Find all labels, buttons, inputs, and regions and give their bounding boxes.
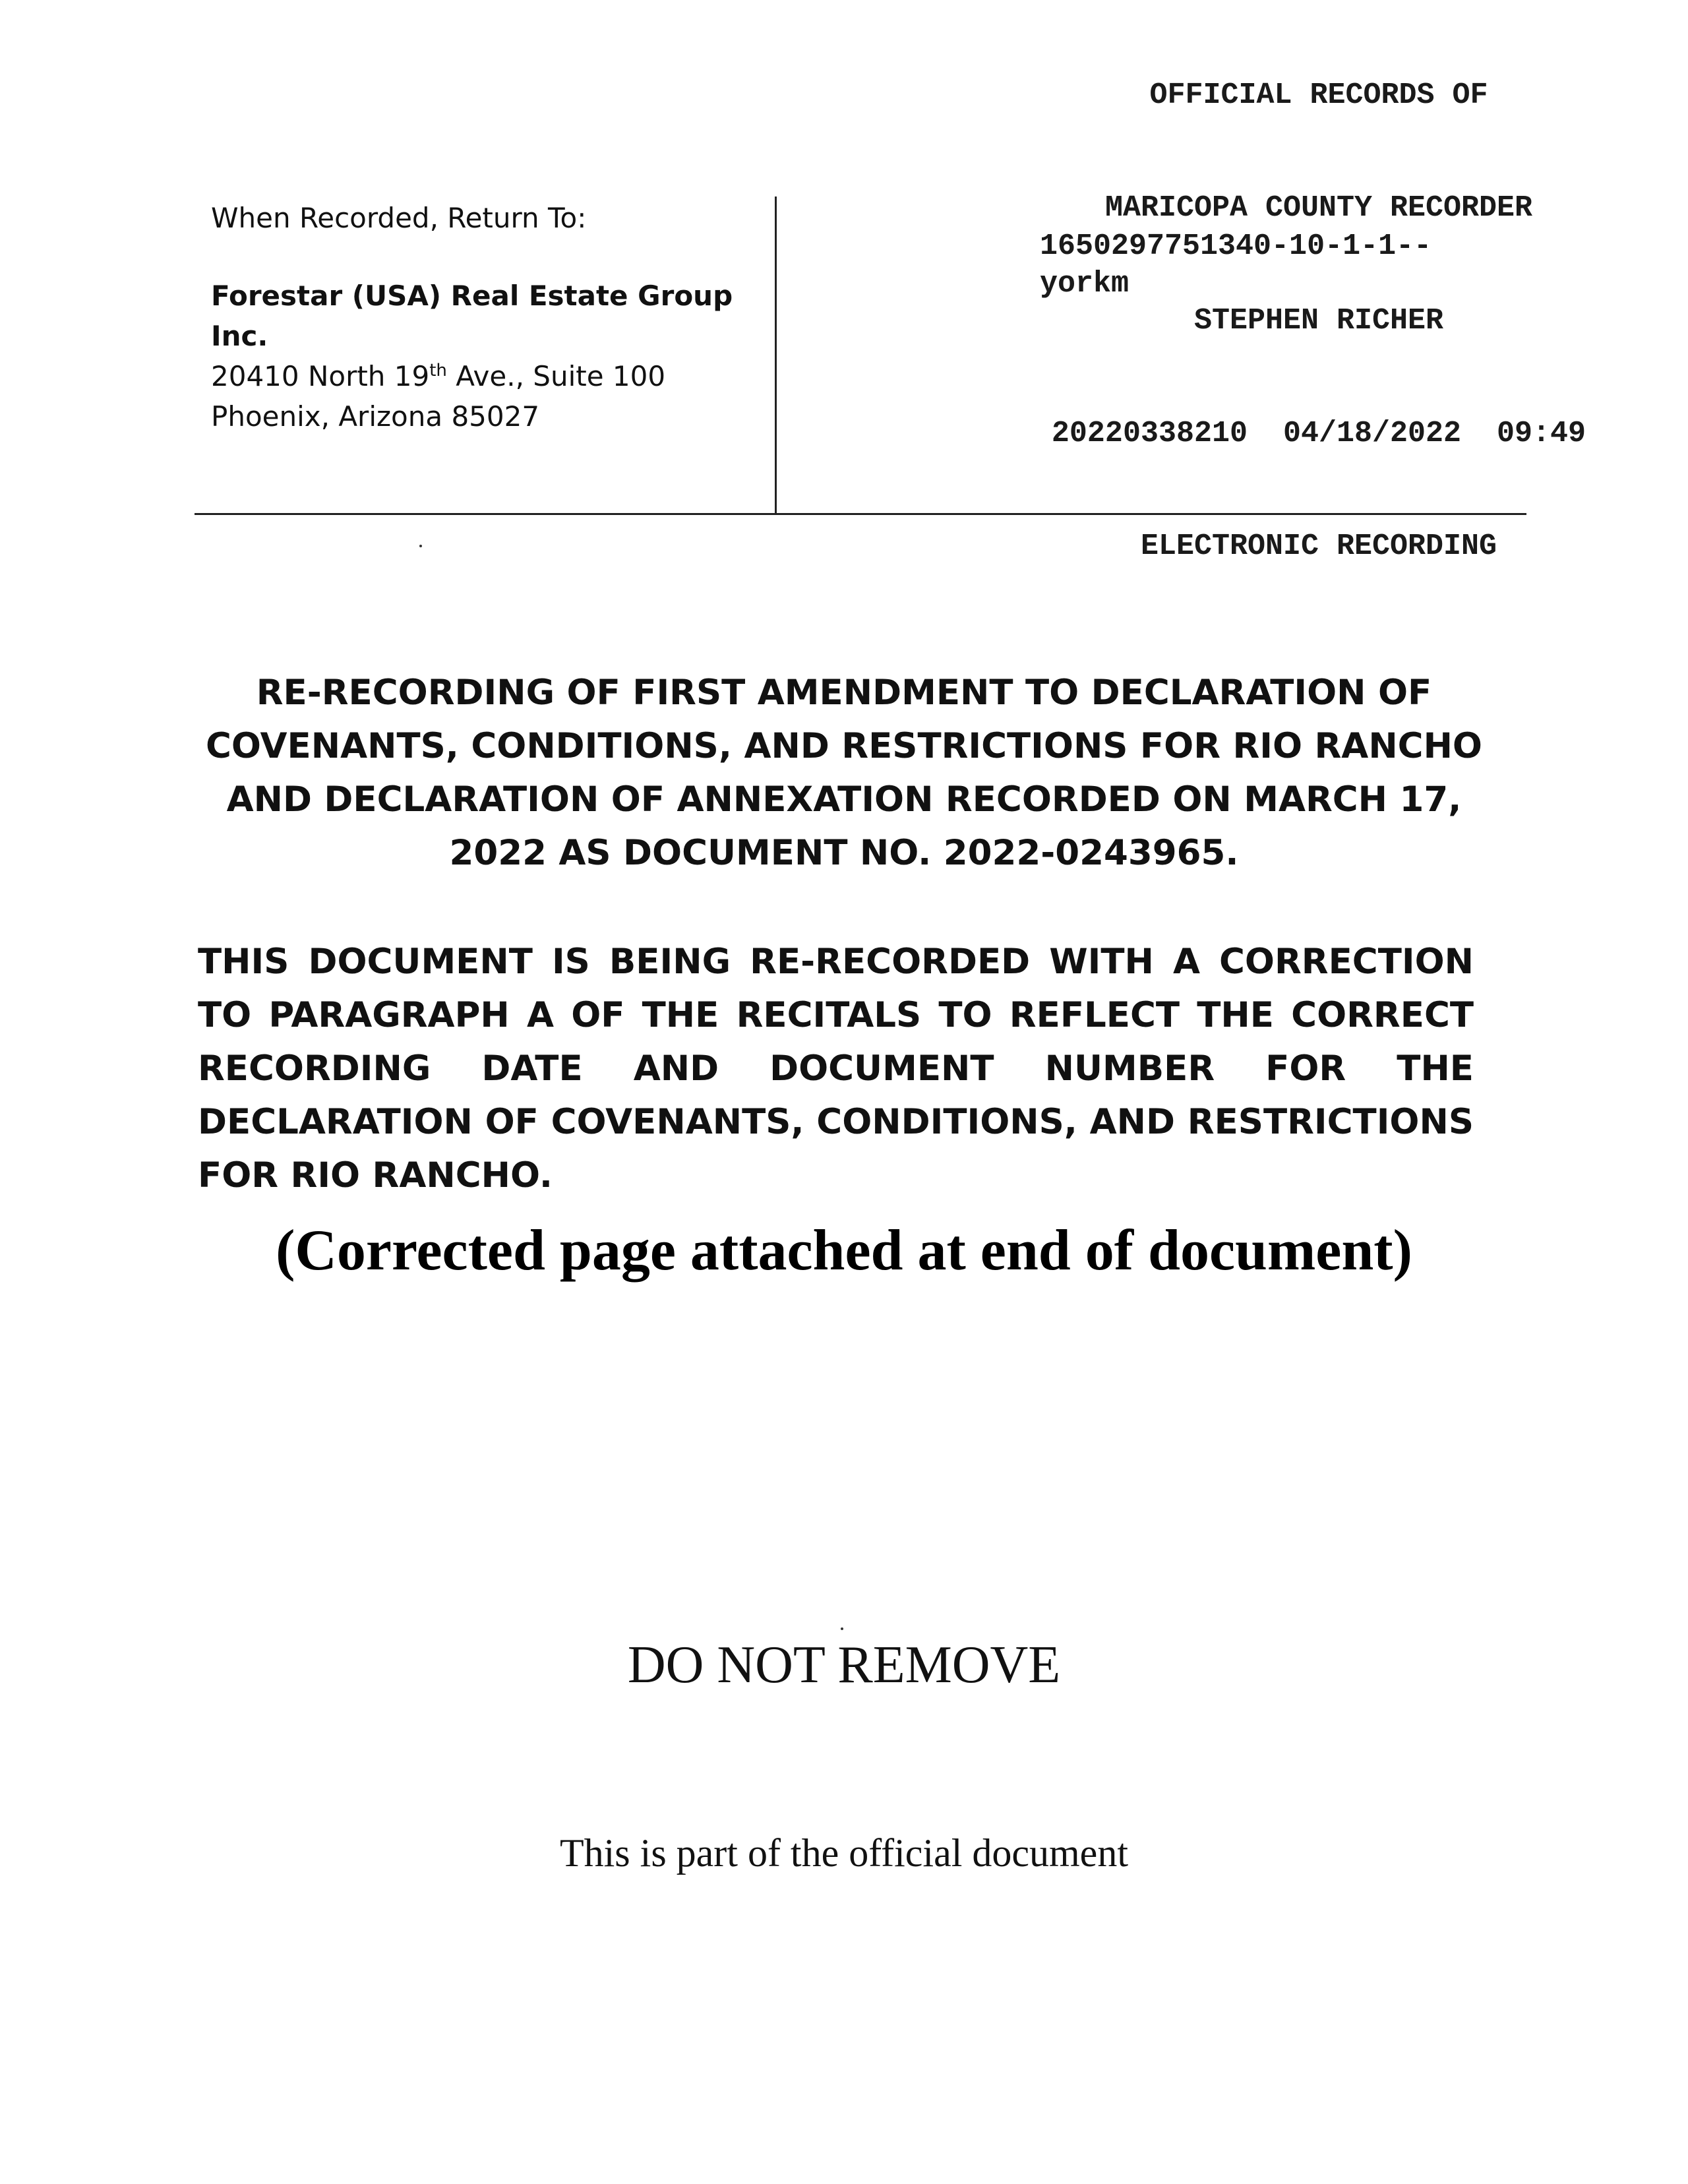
recorder-name: STEPHEN RICHER (1193, 304, 1444, 338)
re-recording-note: THIS DOCUMENT IS BEING RE-RECORDED WITH A CORRECTION TO PARAGRAPH A OF THE RECITALS TO REFLECT THE CORRECT RECORDING DATE AND DOCUMENT NUMBER FOR THE DECLARATION OF COVENANTS, CONDITIONS, AND RESTRICTIONS FOR RIO RANCHO. (198, 942, 1474, 1196)
document-title: RE-RECORDING OF FIRST AMENDMENT TO DECLARATION OF COVENANTS, CONDITIONS, AND RESTRICTIONS FOR RIO RANCHO AND DECLARATION OF ANNEXATION RECORDED ON MARCH 17, 2022 AS DOCUMENT NO. 2022-0243965. (205, 673, 1482, 873)
street-prefix: 20410 North 19 (211, 360, 430, 392)
street-suffix: Ave., Suite 100 (446, 360, 666, 392)
recording-id-user: yorkm (1040, 267, 1130, 301)
official-document-notice: This is part of the official document (559, 1831, 1128, 1875)
recording-id-line: 1650297751340-10-1-1-- (1040, 229, 1432, 263)
recording-number-date-time: 20220338210 04/18/2022 09:49 (1051, 417, 1586, 450)
return-to-street (211, 356, 758, 396)
do-not-remove-notice: DO NOT REMOVE (627, 1636, 1061, 1694)
recorder-stamp-line: OFFICIAL RECORDS OF (1149, 78, 1488, 112)
header-divider-horizontal (195, 513, 1526, 515)
return-to-address (211, 198, 758, 437)
recorder-stamp-line: MARICOPA COUNTY RECORDER (1104, 191, 1533, 225)
recording-id (1040, 228, 1567, 303)
speck (419, 545, 422, 547)
corrected-page-notice: (Corrected page attached at end of document) (276, 1219, 1412, 1283)
speck (841, 1627, 843, 1630)
return-to-label: When Recorded, Return To: (211, 202, 587, 234)
header-divider-vertical (775, 197, 777, 514)
street-ordinal: th (429, 361, 447, 380)
return-to-city: Phoenix, Arizona 85027 (211, 400, 540, 433)
return-to-company: Forestar (USA) Real Estate Group Inc. (211, 280, 733, 352)
recording-type: ELECTRONIC RECORDING (1140, 530, 1497, 563)
